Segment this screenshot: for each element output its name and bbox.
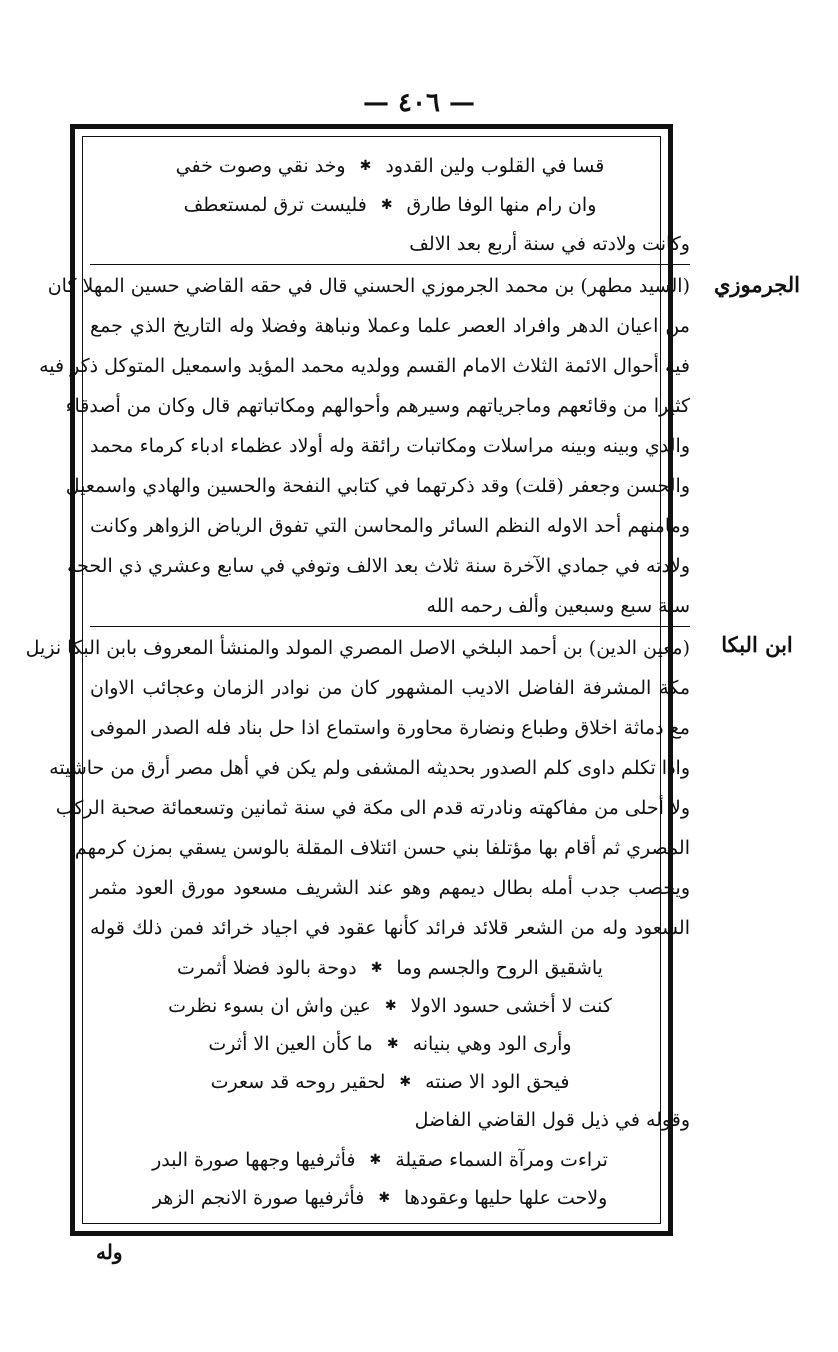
text-line: السعود وله من الشعر قلائد فرائد كأنها عقود في اجياد خرائد فمن ذلك قوله	[90, 917, 690, 939]
verse-hemistich: فأثرفيها وجهها صورة البدر	[152, 1149, 356, 1171]
section-divider	[90, 264, 690, 265]
verse-hemistich: ياشقيق الروح والجسم وما	[396, 957, 603, 979]
verse-hemistich: لحقير روحه قد سعرت	[210, 1071, 386, 1093]
page-number: — ٤٠٦ —	[362, 88, 476, 118]
verse-separator-star: ✱	[386, 1036, 399, 1052]
verse-line	[130, 1064, 650, 1100]
text-line: مع دماثة اخلاق وطباع ونضارة محاورة واستماع اذا حل بناد فله الصدر الموفى	[90, 717, 690, 739]
verse-hemistich: دوحة بالود فضلا أثمرت	[177, 957, 357, 979]
verse-hemistich: فيحق الود الا صنته	[425, 1071, 570, 1093]
verse-hemistich: فليست ترق لمستعطف	[183, 194, 367, 216]
text-line: وكانت ولادته في سنة أربع بعد الالف	[409, 233, 690, 255]
verse-separator-star: ✱	[384, 998, 397, 1014]
verse-separator-star: ✱	[380, 197, 393, 213]
verse-hemistich: قسا في القلوب ولين القدود	[385, 155, 605, 177]
verse-hemistich: كنت لا أخشى حسود الاولا	[410, 995, 612, 1017]
text-line: مكة المشرفة الفاضل الاديب المشهور كان من نوادر الزمان وعجائب الاوان	[90, 677, 690, 699]
verse-line	[130, 148, 650, 184]
verse-line	[120, 1142, 640, 1178]
text-line: واذا تكلم داوى كلم الصدور بحديثه المشفى ولم يكن في أهل مصر أرق من حاشيته	[49, 757, 690, 779]
verse-hemistich: ما كأن العين الا أثرت	[208, 1033, 373, 1055]
verse-line	[130, 1026, 650, 1062]
text-line: (السيد مطهر) بن محمد الجرموزي الحسني قال في حقه القاضي حسين المهلا كان	[47, 275, 690, 297]
verse-separator-star: ✱	[370, 960, 383, 976]
text-line: المصري ثم أقام بها مؤتلفا بني حسن ائتلاف المقلة بالوسن يسقي بمزن كرمهم	[74, 837, 690, 859]
verse-hemistich: تراءت ومرآة السماء صقيلة	[395, 1149, 608, 1171]
verse-separator-star: ✱	[378, 1190, 391, 1206]
text-line: ولا أحلى من مفاكهته ونادرته قدم الى مكة في سنة ثمانين وتسعمائة صحبة الركب	[55, 797, 690, 819]
margin-label-ibn-albaka: ابن البكا	[721, 632, 793, 657]
verse-hemistich: فأثرفيها صورة الانجم الزهر	[152, 1187, 365, 1209]
verse-hemistich: وأرى الود وهي بنيانه	[412, 1033, 572, 1055]
verse-hemistich: وخد نقي وصوت خفي	[175, 155, 346, 177]
verse-hemistich: عين واش ان بسوء نظرت	[168, 995, 371, 1017]
text-line: وقوله في ذيل قول القاضي الفاضل	[414, 1109, 690, 1131]
text-line: ويخصب جدب أمله بطال ديمهم وهو عند الشريف مسعود مورق العود مثمر	[90, 877, 690, 899]
verse-separator-star: ✱	[399, 1074, 412, 1090]
text-line: (معين الدين) بن أحمد البلخي الاصل المصري المولد والمنشأ المعروف بابن البكا نزيل	[25, 637, 690, 659]
text-line: ومامنهم أحد الاوله النظم السائر والمحاسن التي تفوق الرياض الزواهر وكانت	[90, 515, 690, 537]
text-line: كثيرا من وقائعهم وماجرياتهم وسيرهم وأحوالهم ومكاتباتهم قال وكان من أصدقاء	[65, 395, 690, 417]
text-line: فيه أحوال الائمة الثلاث الامام القسم وولديه محمد المؤيد واسمعيل المتوكل ذكر فيه	[39, 355, 690, 377]
section-divider	[90, 626, 690, 627]
verse-separator-star: ✱	[369, 1152, 382, 1168]
text-body	[25, 140, 690, 1220]
verse-hemistich: وان رام منها الوفا طارق	[406, 194, 597, 216]
text-line: من اعيان الدهر وافراد العصر علما وعملا ونباهة وفضلا وله التاريخ الذي جمع	[90, 315, 690, 337]
verse-line	[130, 187, 650, 223]
verse-line	[130, 950, 650, 986]
text-line: والدي وبينه وبينه مراسلات ومكاتبات رائقة وله أولاد عظماء ادباء كرماء محمد	[90, 435, 690, 457]
verse-line	[130, 988, 650, 1024]
margin-label-jarmuzi: الجرموزي	[713, 272, 801, 297]
text-line: ولادته في جمادي الآخرة سنة ثلاث بعد الالف وتوفي في سابع وعشري ذي الحجة	[66, 555, 690, 577]
verse-line	[120, 1180, 640, 1216]
verse-separator-star: ✱	[359, 158, 372, 174]
text-line: سنة سبع وسبعين وألف رحمه الله	[426, 595, 690, 617]
verse-hemistich: ولاحت علها حليها وعقودها	[404, 1187, 608, 1209]
catchword: وله	[96, 1240, 123, 1264]
text-line: والحسن وجعفر (قلت) وقد ذكرتهما في كتابي النفحة والحسين والهادي واسمعيل	[65, 475, 690, 497]
